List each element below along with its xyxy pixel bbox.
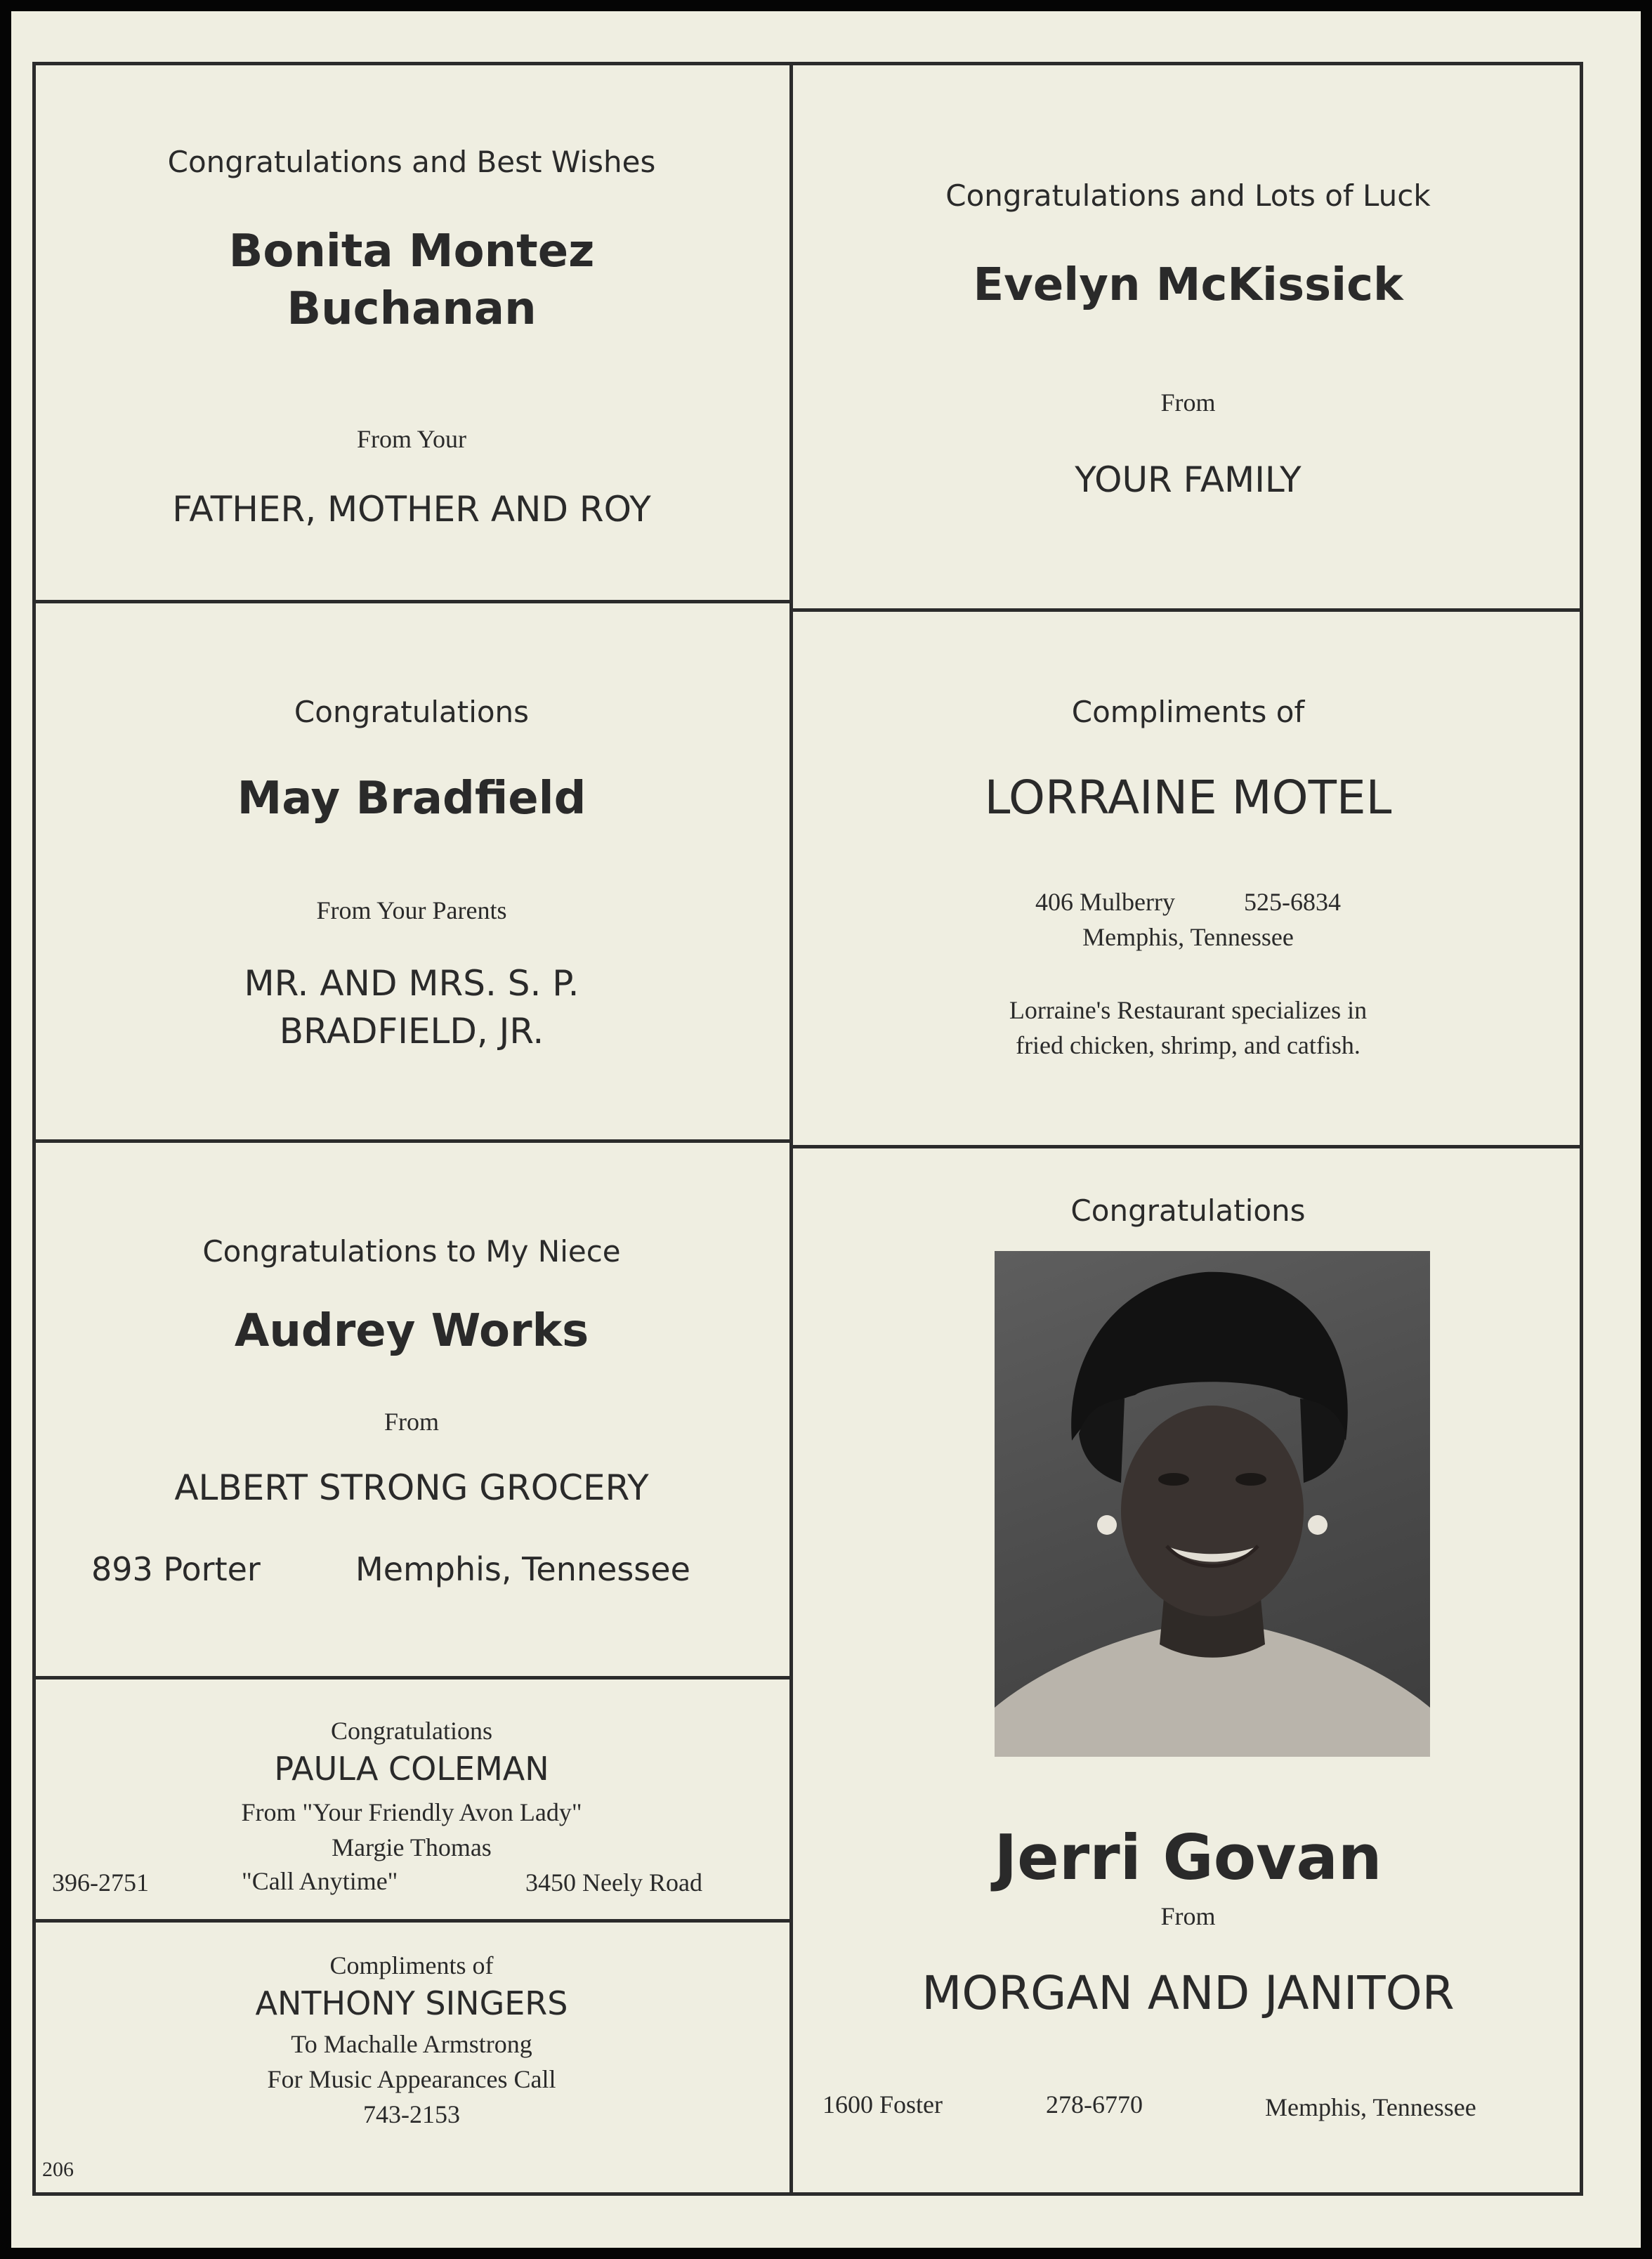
- ad-city: Memphis, Tennessee: [1082, 923, 1294, 951]
- ad-audrey-works: [32, 1143, 791, 1676]
- ad-greeting: Congratulations and Lots of Luck: [945, 178, 1431, 213]
- ad-call-line: For Music Appearances Call: [267, 2065, 556, 2093]
- ad-address: 1600 Foster: [822, 2090, 943, 2119]
- ad-signature: FATHER, MOTHER AND ROY: [172, 489, 651, 530]
- yearbook-page: [11, 11, 1641, 2248]
- ad-greeting: Congratulations: [331, 1717, 492, 1745]
- ad-from: From "Your Friendly Avon Lady": [241, 1798, 582, 1826]
- ad-address: 3450 Neely Road: [525, 1868, 702, 1897]
- ad-phone: 396-2751: [52, 1868, 149, 1897]
- ad-signature: MR. AND MRS. S. P.: [244, 963, 579, 1004]
- ad-evelyn-mckissick: [793, 62, 1583, 610]
- ad-recipient: To Machalle Armstrong: [291, 2030, 532, 2058]
- ad-greeting: Congratulations to My Niece: [202, 1234, 621, 1269]
- page-number: 206: [42, 2158, 74, 2181]
- ad-from: From Your Parents: [316, 896, 507, 924]
- ad-honoree-name: Evelyn McKissick: [973, 259, 1403, 311]
- ad-business-name: ANTHONY SINGERS: [255, 1984, 568, 2022]
- ad-lorraine-motel: [793, 612, 1583, 1145]
- ad-anthony-singers: [32, 1923, 791, 2196]
- ad-may-bradfield: [32, 603, 791, 1139]
- ad-city: Memphis, Tennessee: [355, 1550, 690, 1588]
- ad-bonita-buchanan: [32, 62, 791, 601]
- ad-honoree-name: Audrey Works: [234, 1305, 589, 1357]
- ad-signature: BRADFIELD, JR.: [279, 1011, 544, 1052]
- ad-address: 406 Mulberry: [1035, 888, 1175, 916]
- ad-signature: ALBERT STRONG GROCERY: [174, 1467, 649, 1508]
- ad-honoree-name: Bonita Montez: [228, 225, 595, 277]
- ad-paula-coleman: [32, 1679, 791, 1919]
- ad-phone: 743-2153: [363, 2100, 460, 2128]
- ad-business-name: LORRAINE MOTEL: [984, 771, 1392, 825]
- ad-from: From: [383, 1408, 439, 1436]
- ad-signature: YOUR FAMILY: [1075, 459, 1302, 500]
- ad-honoree-name: PAULA COLEMAN: [274, 1750, 549, 1788]
- ad-city: Memphis, Tennessee: [1265, 2093, 1476, 2121]
- ad-tagline: "Call Anytime": [242, 1867, 398, 1895]
- ad-phone: 525-6834: [1243, 888, 1341, 916]
- ad-from: From: [1160, 388, 1216, 417]
- portrait-photo: [995, 1251, 1430, 1757]
- ad-greeting: Compliments of: [329, 1951, 494, 1979]
- ad-from: From: [1160, 1902, 1216, 1930]
- ad-address: 893 Porter: [91, 1550, 261, 1588]
- ad-greeting: Congratulations: [294, 695, 530, 729]
- ad-note: Lorraine's Restaurant specializes in: [1009, 996, 1368, 1024]
- ad-note: fried chicken, shrimp, and catfish.: [1016, 1031, 1361, 1059]
- ad-phone: 278-6770: [1046, 2090, 1143, 2119]
- ad-from: From Your: [356, 425, 467, 453]
- ad-honoree-name: May Bradfield: [237, 773, 586, 825]
- ad-greeting: Congratulations: [1070, 1193, 1306, 1228]
- ad-honoree-name: Jerri Govan: [994, 1821, 1382, 1894]
- ad-signature: MORGAN AND JANITOR: [922, 1966, 1455, 2020]
- ad-sender: Margie Thomas: [332, 1833, 492, 1861]
- ad-greeting: Compliments of: [1071, 695, 1305, 729]
- ad-honoree-name: Buchanan: [287, 283, 537, 335]
- ad-greeting: Congratulations and Best Wishes: [167, 145, 656, 179]
